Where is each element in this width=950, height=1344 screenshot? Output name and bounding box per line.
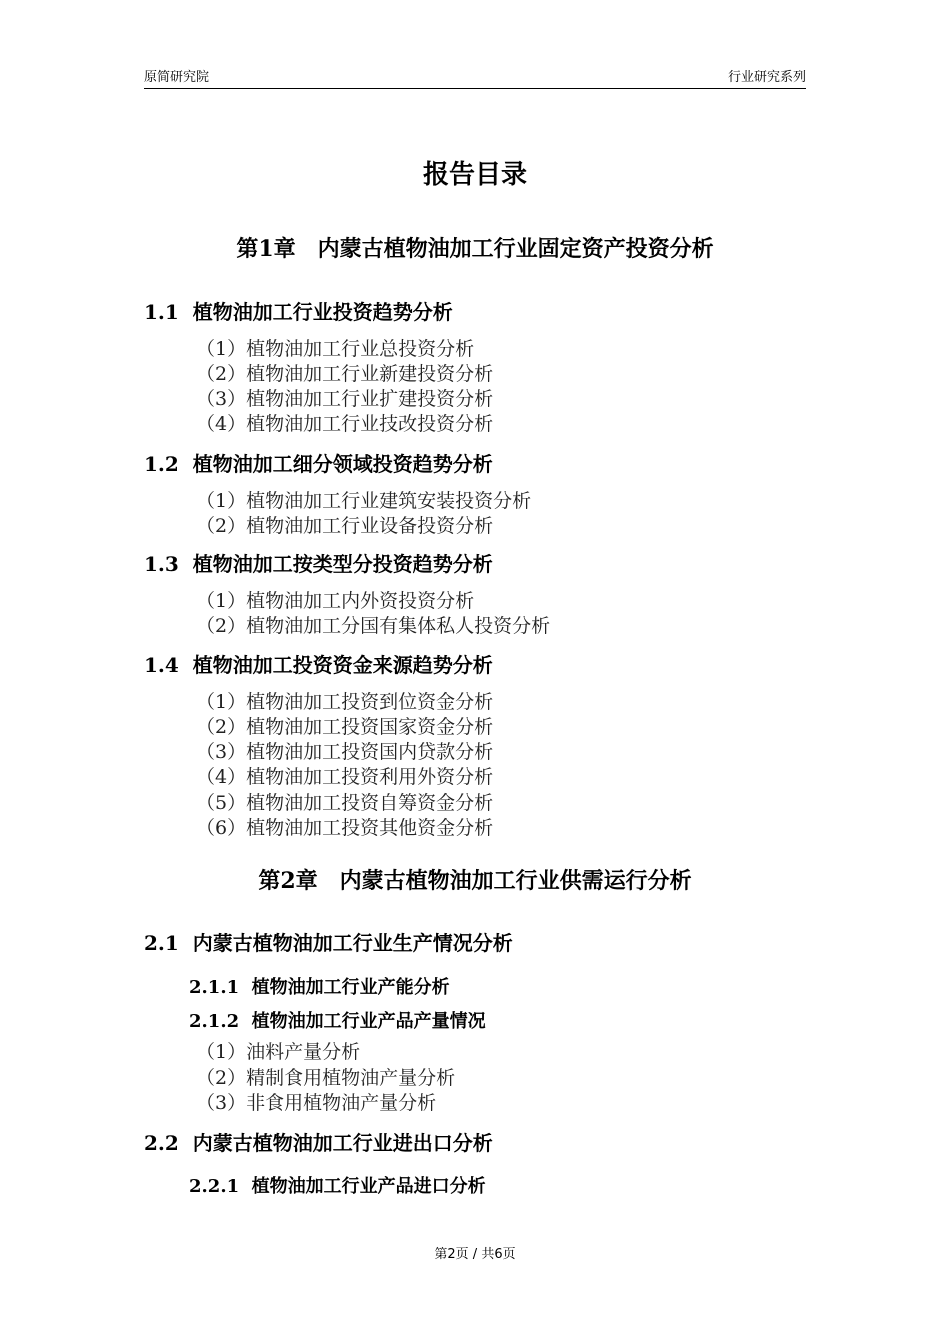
page-number: 第2页 / 共6页 xyxy=(434,1247,516,1262)
section-heading: 1.1 植物油加工行业投资趋势分析 xyxy=(144,300,453,324)
toc-item: （3）植物油加工投资国内贷款分析 xyxy=(196,741,494,763)
toc-item: （1）植物油加工行业总投资分析 xyxy=(196,338,475,360)
toc-item: （1）植物油加工投资到位资金分析 xyxy=(196,691,494,713)
chapter-heading: 第2章 内蒙古植物油加工行业供需运行分析 xyxy=(258,868,692,894)
subsection-heading: 2.1.1 植物油加工行业产能分析 xyxy=(189,977,450,998)
toc-item: （4）植物油加工投资利用外资分析 xyxy=(196,766,494,788)
toc-item: （4）植物油加工行业技改投资分析 xyxy=(196,413,494,435)
toc-item: （2）精制食用植物油产量分析 xyxy=(196,1067,456,1089)
section-heading: 2.2 内蒙古植物油加工行业进出口分析 xyxy=(144,1131,493,1155)
toc-item: （1）植物油加工行业建筑安装投资分析 xyxy=(196,490,532,512)
toc-item: （2）植物油加工投资国家资金分析 xyxy=(196,716,494,738)
toc-item: （6）植物油加工投资其他资金分析 xyxy=(196,817,494,839)
section-heading: 1.2 植物油加工细分领域投资趋势分析 xyxy=(144,452,493,476)
subsection-heading: 2.1.2 植物油加工行业产品产量情况 xyxy=(189,1011,486,1032)
toc-item: （2）植物油加工行业设备投资分析 xyxy=(196,515,494,537)
toc-item: （3）植物油加工行业扩建投资分析 xyxy=(196,388,494,410)
section-heading: 1.4 植物油加工投资资金来源趋势分析 xyxy=(144,653,493,677)
toc-item: （1）油料产量分析 xyxy=(196,1041,361,1063)
toc-item: （5）植物油加工投资自筹资金分析 xyxy=(196,792,494,814)
toc-item: （2）植物油加工行业新建投资分析 xyxy=(196,363,494,385)
header-divider xyxy=(144,88,806,89)
toc-item: （1）植物油加工内外资投资分析 xyxy=(196,590,475,612)
toc-item: （2）植物油加工分国有集体私人投资分析 xyxy=(196,615,551,637)
header-left-text: 原简研究院 xyxy=(144,70,210,85)
toc-item: （3）非食用植物油产量分析 xyxy=(196,1092,437,1114)
header-right-text: 行业研究系列 xyxy=(727,70,806,85)
report-title: 报告目录 xyxy=(422,160,527,190)
section-heading: 2.1 内蒙古植物油加工行业生产情况分析 xyxy=(144,931,513,955)
section-heading: 1.3 植物油加工按类型分投资趋势分析 xyxy=(144,552,493,576)
subsection-heading: 2.2.1 植物油加工行业产品进口分析 xyxy=(189,1176,486,1197)
chapter-heading: 第1章 内蒙古植物油加工行业固定资产投资分析 xyxy=(236,236,714,262)
